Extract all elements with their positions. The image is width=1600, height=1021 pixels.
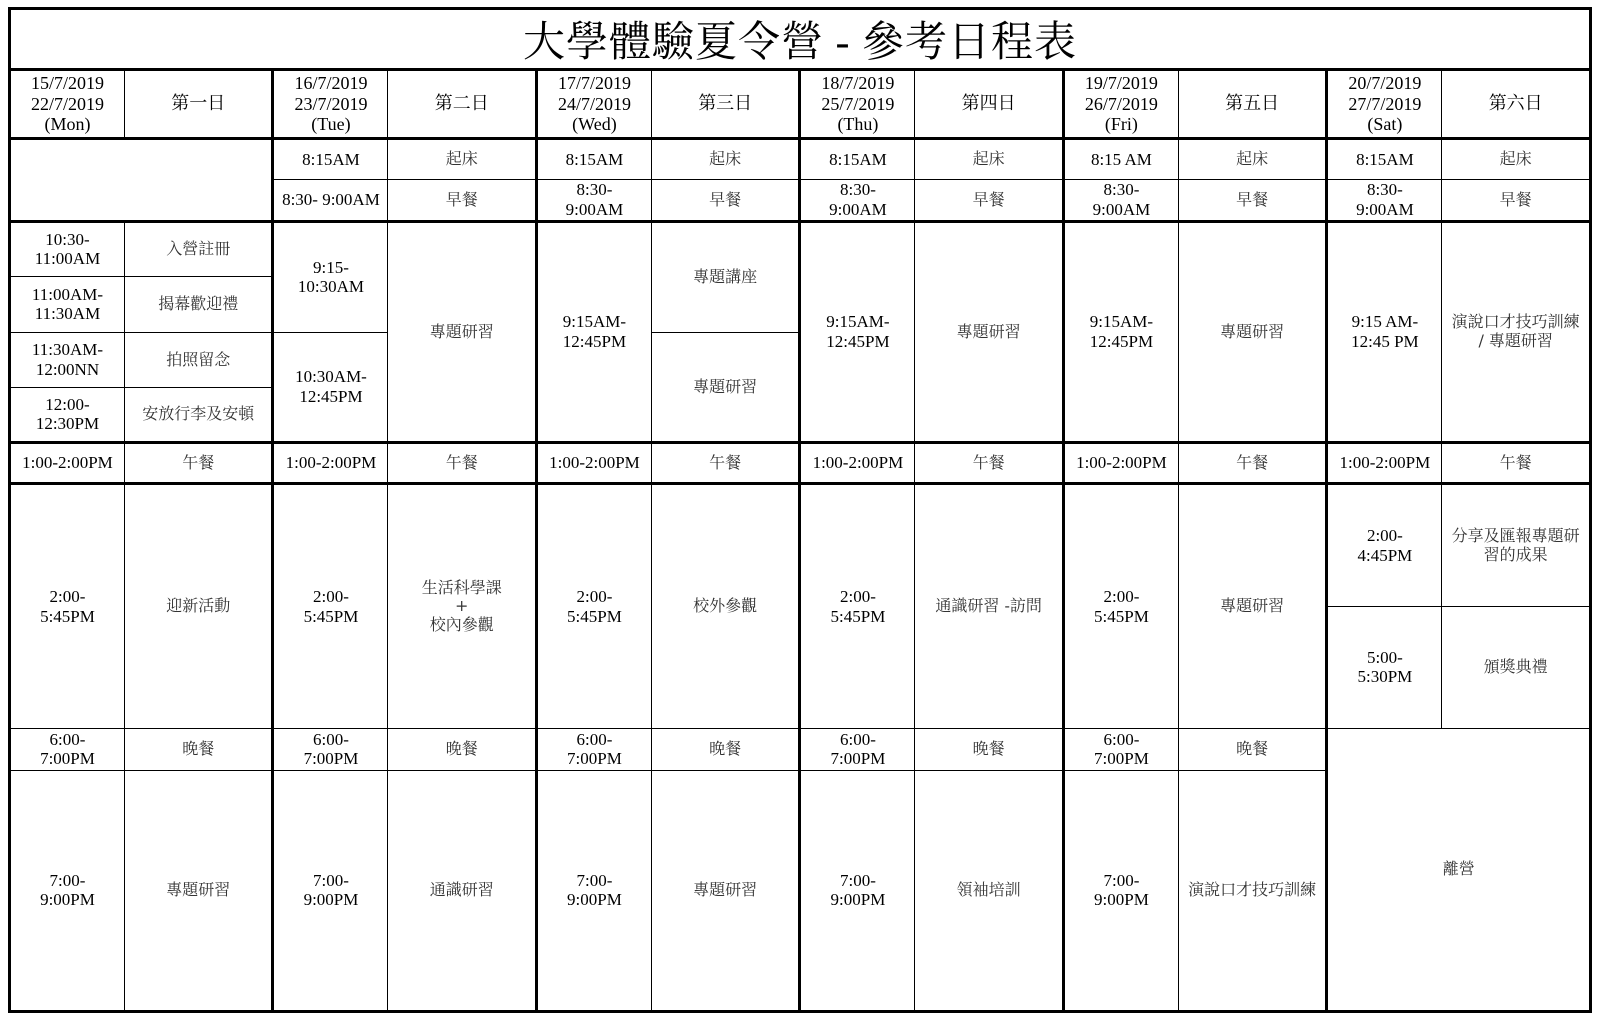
day5-lunch: 午餐 [1178,442,1327,484]
day6-sharing-time: 2:00- 4:45PM [1327,484,1442,606]
day4-wake: 起床 [915,139,1064,180]
page-title: 大學體驗夏令營 - 參考日程表 [8,7,1592,68]
day5-morning-activity: 專題研習 [1178,221,1327,442]
day2-evening-activity: 通識研習 [388,770,537,1011]
day1-dinner: 晚餐 [124,728,273,770]
day6-leave: 離營 [1327,728,1591,1011]
day3-breakfast-time: 8:30- 9:00AM [536,179,651,221]
day1-photo-time: 11:30AM- 12:00NN [10,332,125,387]
day2-breakfast: 早餐 [388,179,537,221]
day3-afternoon-time: 2:00- 5:45PM [536,484,651,728]
header-row [10,70,1591,139]
day3-label: 第三日 [651,70,800,139]
lunch-row [10,442,1591,484]
day1-registration-time: 10:30- 11:00AM [10,221,125,276]
day2-breakfast-time: 8:30- 9:00AM [273,179,388,221]
day6-breakfast: 早餐 [1442,179,1591,221]
day5-lunch-time: 1:00-2:00PM [1063,442,1178,484]
day1-evening-time: 7:00- 9:00PM [10,770,125,1011]
day3-lunch-time: 1:00-2:00PM [536,442,651,484]
day4-lunch: 午餐 [915,442,1064,484]
day5-wake-time: 8:15 AM [1063,139,1178,180]
day5-afternoon-activity: 專題研習 [1178,484,1327,728]
day4-evening-activity: 領袖培訓 [915,770,1064,1011]
day3-evening-time: 7:00- 9:00PM [536,770,651,1011]
day2-wake-time: 8:15AM [273,139,388,180]
day6-award-ceremony: 頒獎典禮 [1442,606,1591,728]
day1-lunch: 午餐 [124,442,273,484]
day2-dinner-time: 6:00- 7:00PM [273,728,388,770]
day1-registration: 入營註冊 [124,221,273,276]
day4-morning-activity: 專題研習 [915,221,1064,442]
day5-evening-time: 7:00- 9:00PM [1063,770,1178,1011]
day2-morning-activity: 專題研習 [388,221,537,442]
day4-morning-time: 9:15AM- 12:45PM [800,221,915,442]
day2-lunch: 午餐 [388,442,537,484]
day5-dinner-time: 6:00- 7:00PM [1063,728,1178,770]
day5-date-header: 19/7/2019 26/7/2019 (Fri) [1063,70,1178,139]
day1-evening-activity: 專題研習 [124,770,273,1011]
day3-lunch: 午餐 [651,442,800,484]
day1-empty-morning [10,139,273,222]
day5-wake: 起床 [1178,139,1327,180]
day4-date-header: 18/7/2019 25/7/2019 (Thu) [800,70,915,139]
day1-settle: 安放行李及安頓 [124,387,273,442]
day1-dinner-time: 6:00- 7:00PM [10,728,125,770]
day3-morning-study: 專題研習 [651,332,800,442]
day1-photo: 拍照留念 [124,332,273,387]
day4-dinner-time: 6:00- 7:00PM [800,728,915,770]
day6-morning-activity: 演說口才技巧訓練 / 專題研習 [1442,221,1591,442]
day2-lunch-time: 1:00-2:00PM [273,442,388,484]
day6-award-time: 5:00- 5:30PM [1327,606,1442,728]
day2-evening-time: 7:00- 9:00PM [273,770,388,1011]
wake-row [10,139,1591,180]
day5-dinner: 晚餐 [1178,728,1327,770]
day3-wake-time: 8:15AM [536,139,651,180]
day6-breakfast-time: 8:30- 9:00AM [1327,179,1442,221]
day2-date-header: 16/7/2019 23/7/2019 (Tue) [273,70,388,139]
day6-wake: 起床 [1442,139,1591,180]
day3-dinner: 晚餐 [651,728,800,770]
schedule-table [8,68,1592,1013]
morning-row-1 [10,221,1591,276]
day6-label: 第六日 [1442,70,1591,139]
day4-breakfast: 早餐 [915,179,1064,221]
day2-morning-time-2: 10:30AM- 12:45PM [273,332,388,442]
day1-afternoon-time: 2:00- 5:45PM [10,484,125,728]
day4-breakfast-time: 8:30- 9:00AM [800,179,915,221]
day6-lunch-time: 1:00-2:00PM [1327,442,1442,484]
day1-settle-time: 12:00- 12:30PM [10,387,125,442]
day2-afternoon-time: 2:00- 5:45PM [273,484,388,728]
day5-evening-activity: 演說口才技巧訓練 [1178,770,1327,1011]
day5-label: 第五日 [1178,70,1327,139]
day2-label: 第二日 [388,70,537,139]
day1-label: 第一日 [124,70,273,139]
day3-breakfast: 早餐 [651,179,800,221]
day5-breakfast-time: 8:30- 9:00AM [1063,179,1178,221]
day3-morning-time: 9:15AM- 12:45PM [536,221,651,442]
day3-afternoon-activity: 校外參觀 [651,484,800,728]
day5-breakfast: 早餐 [1178,179,1327,221]
day6-date-header: 20/7/2019 27/7/2019 (Sat) [1327,70,1442,139]
day2-afternoon-activity: 生活科學課 + 校內參觀 [388,484,537,728]
day6-sharing: 分享及匯報專題研 習的成果 [1442,484,1591,606]
day2-morning-time-1: 9:15- 10:30AM [273,221,388,332]
day4-afternoon-time: 2:00- 5:45PM [800,484,915,728]
day1-lunch-time: 1:00-2:00PM [10,442,125,484]
day6-lunch: 午餐 [1442,442,1591,484]
day4-dinner: 晚餐 [915,728,1064,770]
day1-opening-ceremony: 揭幕歡迎禮 [124,276,273,332]
day1-date-header: 15/7/2019 22/7/2019 (Mon) [10,70,125,139]
day4-wake-time: 8:15AM [800,139,915,180]
day6-morning-time: 9:15 AM- 12:45 PM [1327,221,1442,442]
day1-afternoon-activity: 迎新活動 [124,484,273,728]
day2-dinner: 晚餐 [388,728,537,770]
day5-afternoon-time: 2:00- 5:45PM [1063,484,1178,728]
day3-evening-activity: 專題研習 [651,770,800,1011]
dinner-row [10,728,1591,770]
day1-opening-time: 11:00AM- 11:30AM [10,276,125,332]
day2-wake: 起床 [388,139,537,180]
day4-lunch-time: 1:00-2:00PM [800,442,915,484]
day3-morning-lecture: 專題講座 [651,221,800,332]
schedule-sheet [8,7,1592,1013]
day3-date-header: 17/7/2019 24/7/2019 (Wed) [536,70,651,139]
day3-dinner-time: 6:00- 7:00PM [536,728,651,770]
afternoon-row-1 [10,484,1591,606]
day4-label: 第四日 [915,70,1064,139]
day3-wake: 起床 [651,139,800,180]
day4-evening-time: 7:00- 9:00PM [800,770,915,1011]
day6-wake-time: 8:15AM [1327,139,1442,180]
day4-afternoon-activity: 通識研習 -訪問 [915,484,1064,728]
day5-morning-time: 9:15AM- 12:45PM [1063,221,1178,442]
